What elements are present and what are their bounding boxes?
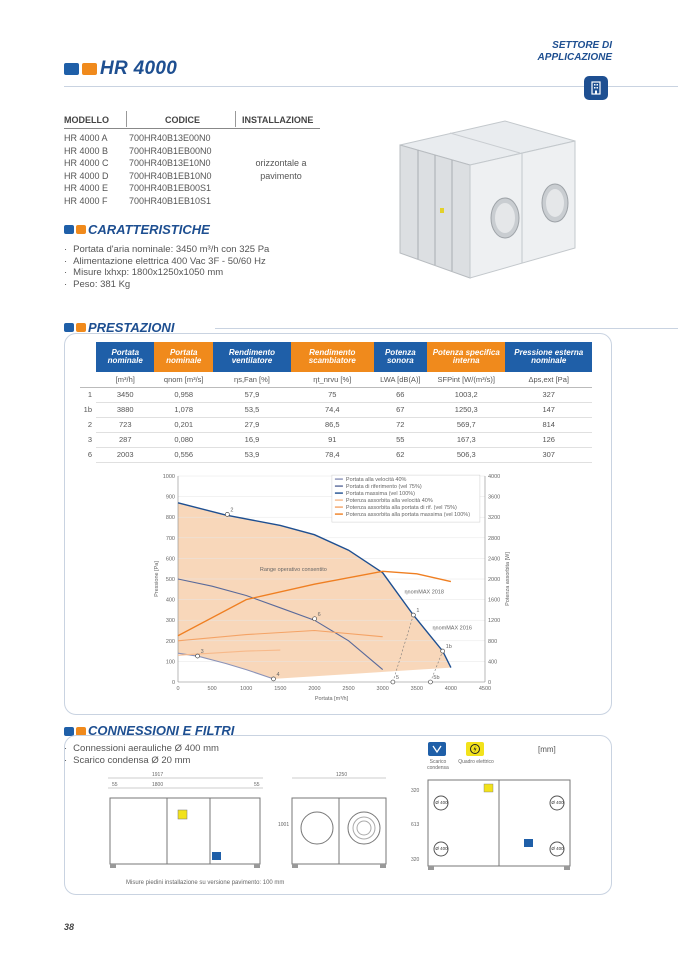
data-point [313,617,317,621]
y-tick-label: 0 [171,680,175,686]
y-axis-label: Pressione [Pa] [154,561,160,597]
connections-drawing [420,776,580,872]
y-tick-label: 400 [165,597,175,604]
table-cell: 0,201 [154,417,212,432]
page-number: 38 [64,922,75,932]
y2-tick-label: 2400 [488,556,501,563]
list-item: · Misure lxhxp: 1800x1250x1050 mm [64,267,269,279]
table-cell: 723 [96,417,154,432]
model-list [64,132,109,207]
row-index: 1b [83,405,92,414]
row-index: 6 [87,450,92,459]
point-label: 2 [230,507,234,514]
point-label: 6 [317,611,321,618]
condensa-label: Scarico condensa [427,759,449,771]
table-cell: 3880 [96,402,154,417]
col-separator [126,111,127,127]
section-squares [64,323,86,332]
table-row [80,432,592,447]
table-cell: 0,556 [154,447,212,462]
y2-tick-label: 400 [488,659,498,666]
point-label: 5b [433,675,440,681]
table-cell: 53,5 [213,402,291,417]
table-cell: 16,9 [213,432,291,447]
table-row [80,447,592,462]
table-cell: 0,080 [154,432,212,447]
table-cell: 72 [374,417,427,432]
list-item: · Portata d'aria nominale: 3450 m³/h con 325 Pa [64,244,269,256]
page-title: HR 4000 [100,58,178,79]
y2-tick-label: 2000 [488,577,501,583]
unit-cell: Δps,ext [Pa] [505,372,592,387]
dim-right-3: 320 [411,857,420,863]
table-header [80,342,592,372]
table-cell: 75 [291,387,374,402]
col-separator [235,111,236,127]
row-index [80,372,96,387]
x-tick-label: 500 [207,686,217,692]
table-cell: 1003,2 [427,387,505,402]
col-codice: CODICE [165,115,201,125]
prestazioni-title: PRESTAZIONI [88,320,175,335]
x-tick-label: 0 [176,686,180,692]
table-cell: 126 [505,432,592,447]
y-tick-label: 600 [165,556,175,563]
table-cell: 287 [96,432,154,447]
y-tick-label: 1000 [162,474,175,480]
table-cell: 1250,3 [427,402,505,417]
dim-body: 1800 [152,782,164,788]
y2-axis-label: Potenza assorbita [W] [505,552,511,606]
annotation: ηnomMAX 2018 [404,589,444,596]
y2-tick-label: 4000 [488,474,501,480]
data-point [411,613,415,617]
model-name: HR 4000 E [64,183,109,193]
y2-tick-label: 0 [488,680,492,686]
row-index: 2 [87,420,92,429]
model-name: HR 4000 D [64,170,109,181]
sector-line-2: APPLICAZIONE [537,52,612,63]
annotation: ηnomMAX 2016 [432,625,472,632]
unit-cell: SFPint [W/(m³/s)] [427,372,505,387]
y2-tick-label: 2800 [488,535,501,542]
x-tick-label: 4000 [444,686,458,692]
table-cell: 91 [291,432,374,447]
x-tick-label: 3500 [410,686,423,692]
point-label: 1 [416,608,420,615]
legend-entry: Portata alla velocità 40% [345,477,407,484]
model-name: HR 4000 C [64,158,109,168]
unit-cell: ηt_nrvu [%] [291,372,374,387]
chart-layer [154,474,511,702]
y-tick-label: 700 [165,535,175,542]
code-list [129,132,212,207]
table-cell: 327 [505,387,592,402]
legend-entry: Portata massima (vel 100%) [345,491,416,498]
dim-right-1: 320 [411,788,420,794]
dim-right-2: 613 [411,822,420,828]
dim-total-width: 1917 [152,772,164,778]
data-point [272,677,276,681]
data-point [225,512,229,516]
data-point [196,654,200,658]
legend-entry: Portata di riferimento (vel 75%) [345,484,422,491]
col-header: Potenza sonora [374,342,427,372]
table-cell: 55 [374,432,427,447]
col-header: Potenza specifica interna [427,342,505,372]
x-tick-label: 1500 [274,686,287,692]
col-installazione: INSTALLAZIONE [242,115,314,125]
col-modello: MODELLO [64,115,109,125]
performance-chart [140,470,520,710]
performance-table [80,342,592,463]
x-tick-label: 3000 [376,686,389,692]
condensa-icon [428,742,446,756]
model-code: 700HR40B1EB00S1 [129,183,212,193]
list-item: · Alimentazione elettrica 400 Vac 3F - 50/60 Hz [64,256,269,268]
point-label: 5 [395,675,399,681]
table-row [80,387,592,402]
dim-top: 1250 [336,772,348,778]
dim-left: 55 [112,782,118,788]
table-cell: 86,5 [291,417,374,432]
sector-label [538,40,612,64]
x-tick-label: 2500 [342,686,355,692]
section-divider [215,328,678,329]
y-tick-label: 900 [165,494,175,501]
table-cell: 814 [505,417,592,432]
duct-label: Ø 400 [435,800,448,805]
model-code: 700HR40B13E10N0 [129,158,211,168]
model-code: 700HR40B1EB00N0 [129,145,212,156]
table-cell: 62 [374,447,427,462]
table-row [80,417,592,432]
table-cell: 53,9 [213,447,291,462]
table-cell: 27,9 [213,417,291,432]
unit-cell: LWA [dB(A)] [374,372,427,387]
x-tick-label: 1000 [240,686,253,692]
installation-note: Misure piedini installazione su versione pavimento: 100 mm [126,880,285,886]
table-row [80,402,592,417]
list-item: · Peso: 381 Kg [64,279,269,291]
y-tick-label: 300 [165,618,175,625]
model-name: HR 4000 A [64,133,108,143]
quadro-icon [466,742,484,756]
table-cell: 0,958 [154,387,212,402]
y-tick-label: 800 [165,515,175,522]
x-axis-label: Portata [m³/h] [314,696,349,702]
header-rule [64,128,320,129]
model-code: 700HR40B1EB10N0 [129,170,212,181]
model-name: HR 4000 B [64,145,109,156]
col-header: Pressione esterna nominale [505,342,592,372]
x-tick-label: 4500 [478,686,492,692]
y-tick-label: 500 [165,577,175,583]
caratteristiche-title: CARATTERISTICHE [88,222,210,237]
table-cell: 3450 [96,387,154,402]
table-cell: 67 [374,402,427,417]
dim-side: 1001 [278,822,290,828]
region-label: Range operativo consentito [259,566,327,573]
x-tick-label: 2000 [308,686,321,692]
point-label: 3 [200,649,204,656]
model-code: 700HR40B13E00N0 [129,133,211,143]
table-cell: 167,3 [427,432,505,447]
legend-entry: Potenza assorbita alla velocità 40% [345,498,433,505]
unit-cell: [m³/h] [96,372,154,387]
installation-line-1: orizzontale a [255,158,307,168]
list-item: · Connessioni aerauliche Ø 400 mm [64,743,219,755]
point-label: 1b [445,644,452,651]
col-header: Portata nominale [96,342,154,372]
model-code: 700HR40B1EB10S1 [129,195,212,206]
col-header: Rendimento ventilatore [213,342,291,372]
table-cell: 307 [505,447,592,462]
unit-cell: qnom [m³/s] [154,372,212,387]
header-blank [80,342,96,372]
table-cell: 66 [374,387,427,402]
data-point [391,680,395,684]
y2-tick-label: 3600 [488,494,501,501]
y2-tick-label: 1600 [488,597,501,604]
model-name: HR 4000 F [64,195,108,206]
table-cell: 1,078 [154,402,212,417]
y2-tick-label: 1200 [488,618,501,625]
legend-entry: Potenza assorbita alla portata massima (vel 100%) [345,512,471,519]
data-point [428,680,432,684]
table-cell: 78,4 [291,447,374,462]
table-cell: 506,3 [427,447,505,462]
front-view-drawing [100,776,270,871]
section-squares [64,225,86,234]
table-cell: 57,9 [213,387,291,402]
table-cell: 2003 [96,447,154,462]
installation [246,157,316,182]
building-icon [584,76,608,100]
quadro-label: Quadro elettrico [458,759,494,765]
dim-right: 55 [254,782,260,788]
installation-line-2: pavimento [260,170,302,181]
col-header: Rendimento scambiatore [291,342,374,372]
y2-tick-label: 3200 [488,515,501,522]
product-image [390,113,590,283]
col-header: Portata nominale [154,342,212,372]
duct-label: Ø 400 [551,800,564,805]
table-cell: 147 [505,402,592,417]
sector-line-1: SETTORE DI [552,40,612,51]
row-index: 1 [87,390,92,400]
row-index: 3 [87,435,92,444]
units-row [80,372,592,387]
y2-tick-label: 800 [488,638,498,645]
table-cell: 569,7 [427,417,505,432]
list-item: · Scarico condensa Ø 20 mm [64,755,219,767]
y-tick-label: 100 [165,659,175,666]
y-tick-label: 200 [165,638,175,645]
duct-label: Ø 400 [435,846,448,851]
data-point [441,649,445,653]
duct-label: Ø 400 [551,846,564,851]
unit-cell: ηs,Fan [%] [213,372,291,387]
unit-label: [mm] [538,745,556,754]
title-squares [64,63,97,75]
table-cell: 74,4 [291,402,374,417]
caratteristiche-list [64,244,269,290]
legend-entry: Potenza assorbita alla portata di rif. (vel 75%) [345,505,457,512]
point-label: 4 [276,671,280,678]
connessioni-title: CONNESSIONI E FILTRI [88,723,235,738]
side-view-drawing [284,776,394,871]
